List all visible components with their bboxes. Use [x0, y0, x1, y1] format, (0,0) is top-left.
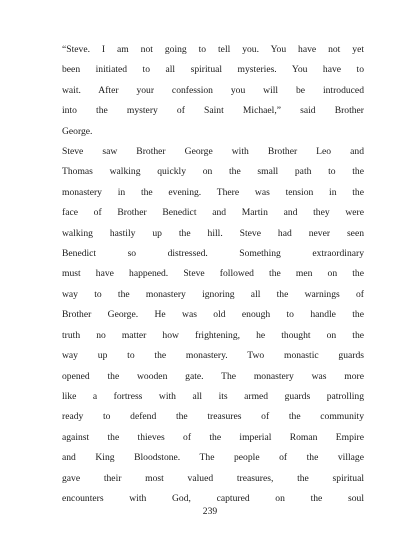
text-line: George.	[62, 125, 93, 137]
text-line: Thomas walking quickly on the small path to the	[62, 166, 364, 178]
paragraph-dialogue	[62, 40, 364, 142]
text-line: Brother George. He was old enough to handle the	[62, 309, 364, 321]
text-line: encounters with God, captured on the soul	[62, 492, 364, 504]
text-line: way to the monastery ignoring all the warnings of	[62, 288, 364, 300]
text-line: truth no matter how frightening, he thought on the	[62, 329, 364, 341]
text-line: and King Bloodstone. The people of the village	[62, 452, 364, 464]
text-line: walking hastily up the hill. Steve had never seen	[62, 227, 364, 239]
text-line: must have happened. Steve followed the men on the	[62, 268, 364, 280]
text-line: gave their most valued treasures, the spiritual	[62, 472, 364, 484]
text-line: opened the wooden gate. The monastery was more	[62, 370, 364, 382]
text-line: way up to the monastery. Two monastic guards	[62, 350, 364, 362]
text-line: been initiated to all spiritual mysteries. You have to	[62, 64, 364, 76]
page-number: 239	[202, 506, 218, 517]
text-line: “Steve. I am not going to tell you. You have not yet	[62, 44, 364, 55]
text-line: against the thieves of the imperial Roman Empire	[62, 431, 364, 443]
body-text	[62, 40, 364, 509]
text-line: into the mystery of Saint Michael,” said Brother	[62, 105, 364, 117]
text-line: like a fortress with all its armed guards patrolling	[62, 390, 364, 402]
text-line: wait. After your confession you will be introduced	[62, 84, 364, 96]
text-line: ready to defend the treasures of the community	[62, 411, 364, 423]
text-line: monastery in the evening. There was tension in the	[62, 186, 364, 198]
text-line: face of Brother Benedict and Martin and they were	[62, 207, 364, 219]
text-line: Steve saw Brother George with Brother Leo and	[62, 146, 364, 158]
paragraph-narrative	[62, 142, 364, 509]
text-line: Benedict so distressed. Something extraordinary	[62, 248, 364, 260]
